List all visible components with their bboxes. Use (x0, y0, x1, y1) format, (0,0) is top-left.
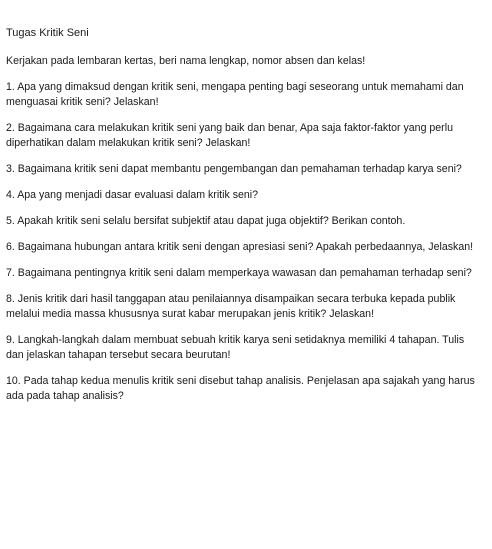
question-2 (6, 121, 484, 151)
document-page (6, 26, 484, 415)
question-4 (6, 188, 484, 203)
instruction-line: Kerjakan pada lembaran kertas, beri nama lengkap, nomor absen dan kelas! (6, 55, 366, 67)
question-text: 9. Langkah-langkah dalam membuat sebuah kritik karya seni setidaknya memiliki 4 tahapan. Tulis dan jelaskan tahapan tersebut secara beurutan! (6, 334, 465, 361)
question-8 (6, 292, 484, 322)
question-text: 5. Apakah kritik seni selalu bersifat subjektif atau dapat juga objektif? Berikan contoh. (6, 215, 406, 227)
question-text: 6. Bagaimana hubungan antara kritik seni dengan apresiasi seni? Apakah perbedaannya, Jelaskan! (6, 241, 474, 253)
question-text: 4. Apa yang menjadi dasar evaluasi dalam kritik seni? (6, 189, 259, 201)
question-7 (6, 266, 484, 281)
instruction-text (6, 54, 484, 69)
document-title: Tugas Kritik Seni (6, 27, 89, 39)
question-5 (6, 214, 484, 229)
question-text: 8. Jenis kritik dari hasil tanggapan atau penilaiannya disampaikan secara terbuka kepada publik melalui media massa khususnya surat kabar merupakan jenis kritik? Jelaskan! (6, 293, 456, 320)
question-text: 2. Bagaimana cara melakukan kritik seni yang baik dan benar, Apa saja faktor-faktor yang perlu diperhatikan dalam melakukan kritik seni? Jelaskan! (6, 122, 453, 149)
question-9 (6, 333, 484, 363)
question-text: 10. Pada tahap kedua menulis kritik seni disebut tahap analisis. Penjelasan apa sajakah yang harus ada pada tahap analisis? (6, 375, 475, 402)
question-text: 7. Bagaimana pentingnya kritik seni dalam memperkaya wawasan dan pemahaman terhadap seni? (6, 267, 472, 279)
question-text: 3. Bagaimana kritik seni dapat membantu pengembangan dan pemahaman terhadap karya seni? (6, 163, 462, 175)
question-10 (6, 374, 484, 404)
question-3 (6, 162, 484, 177)
question-6 (6, 240, 484, 255)
question-1 (6, 80, 484, 110)
question-text: 1. Apa yang dimaksud dengan kritik seni, mengapa penting bagi seseorang untuk memahami dan menguasai kritik seni? Jelaskan! (6, 81, 464, 108)
